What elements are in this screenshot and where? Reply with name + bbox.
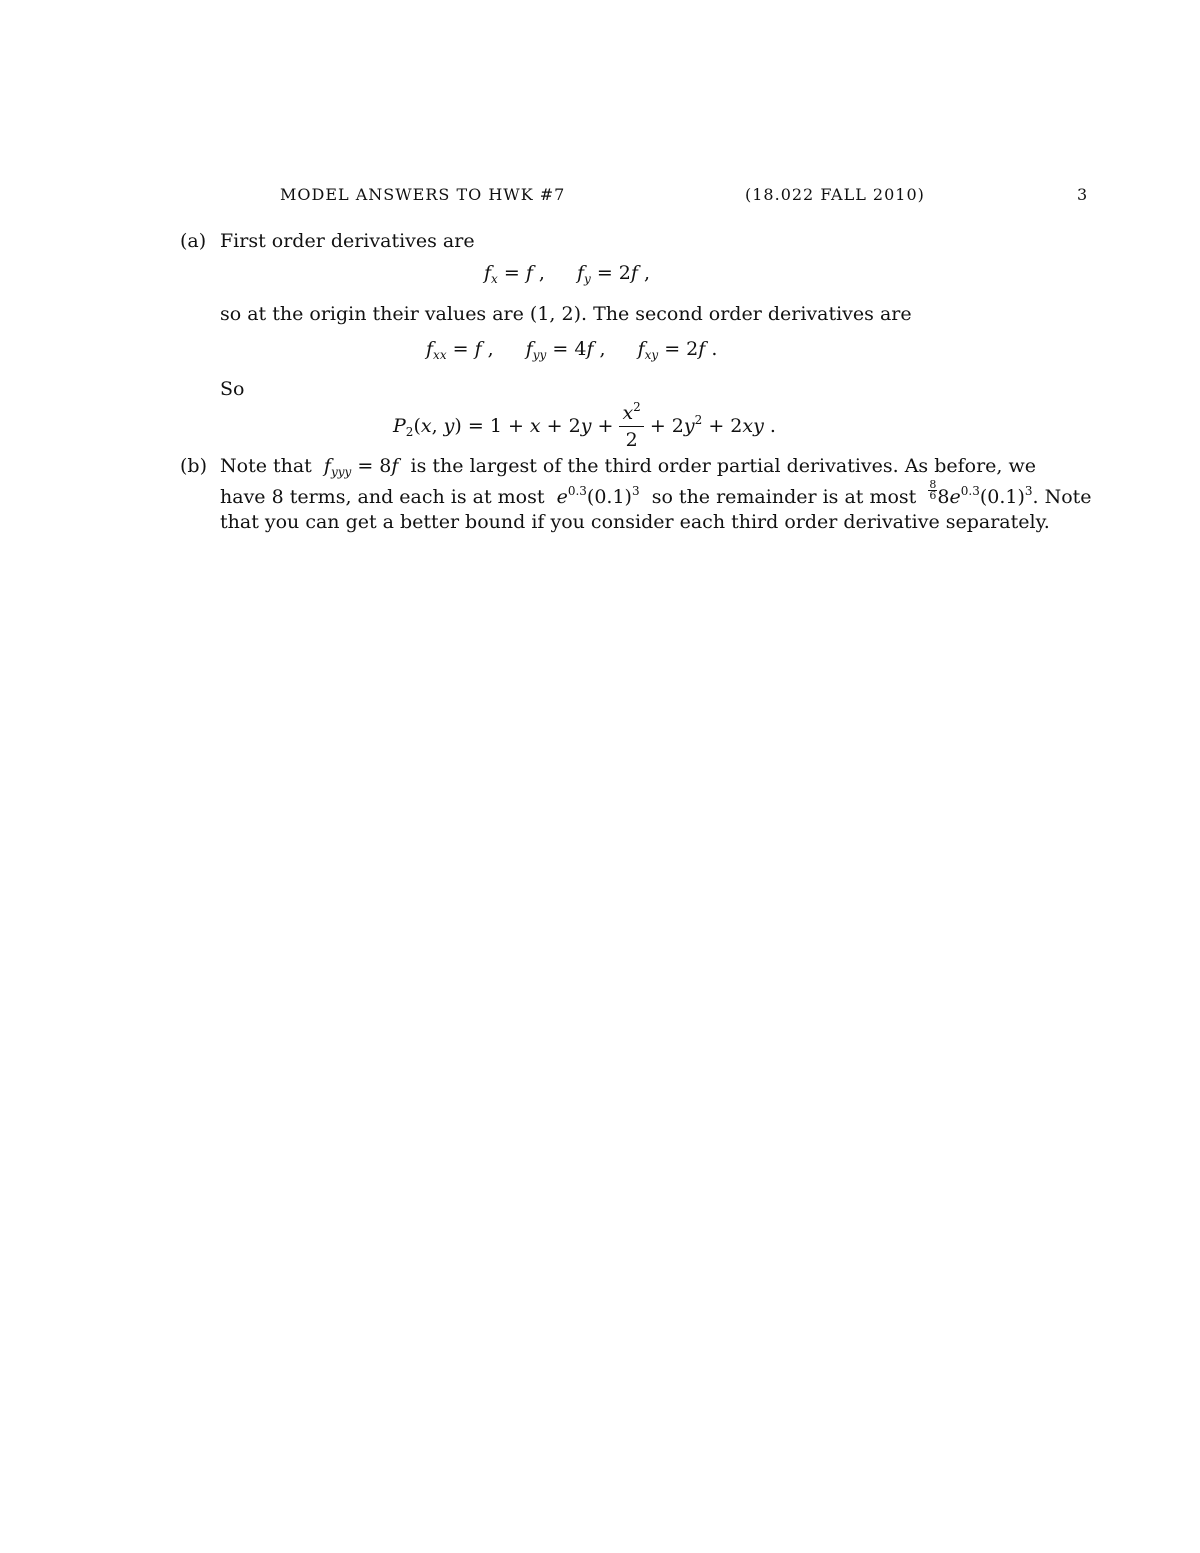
page-number: 3 (1077, 185, 1089, 204)
equation-taylor-polynomial: $P_2(x$, y) = 1 + x + 2y + $\frac{x^2}{2}$ + $2y^2 + 2xy$ . (393, 399, 776, 451)
part-b-line-2-end: . Note (1032, 486, 1092, 508)
part-a-second-intro: so at the origin their values are (1, 2). The second order derivatives are (220, 303, 912, 325)
part-b-line-2-start: have 8 terms, and each is at most (220, 486, 545, 508)
part-b-line-2 (220, 480, 1092, 511)
running-header-course: (18.022 FALL 2010) (745, 185, 925, 204)
math-remainder-bound: $\frac{8}{6}$ $8e^{0.3}(0.1)^3$ (929, 478, 1033, 508)
part-b-line-1-start: Note that (220, 455, 312, 477)
math-fyyy: $f_{yyy} = 8f$ (323, 455, 399, 479)
equation-first-derivatives: $f_x = f$ , $f_y = 2f$ , (484, 262, 651, 286)
part-b-line-1 (220, 452, 1036, 480)
part-b-line-1-end: is the largest of the third order partial derivatives. As before, we (410, 455, 1037, 477)
fraction-x-squared-over-2: $\frac{x^2}{2}$ (619, 400, 643, 453)
math-bound-per-term: $e^{0.3}(0.1)^3$ (556, 484, 640, 508)
part-a-intro: First order derivatives are (220, 230, 475, 252)
part-a-so: So (220, 378, 245, 400)
part-b-line-3: that you can get a better bound if you consider each third order derivative separately. (220, 511, 1050, 533)
equation-second-derivatives: $f_{xx} = f$ , $f_{yy} = 4f$ , $f_{xy} = 2f$ . (426, 338, 718, 362)
running-header-title: MODEL ANSWERS TO HWK #7 (280, 185, 566, 204)
part-a-label: (a) (180, 230, 207, 252)
part-b-line-2-mid: so the remainder is at most (651, 486, 917, 508)
part-b-label: (b) (180, 455, 207, 477)
